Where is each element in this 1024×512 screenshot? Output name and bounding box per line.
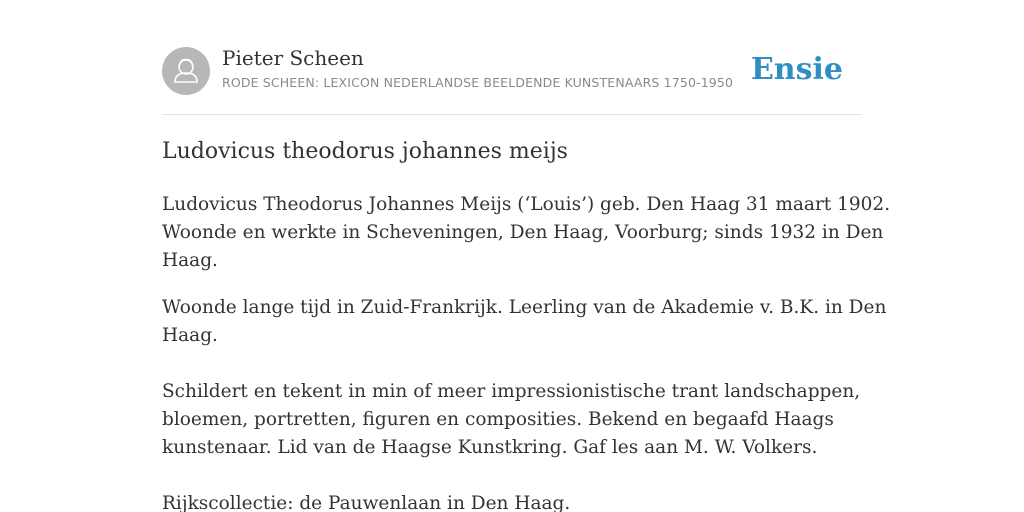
paragraph-work (162, 378, 862, 462)
paragraph-collection (162, 490, 862, 512)
paragraph-line: kunstenaar. Lid van de Haagse Kunstkring. Gaf les aan M. W. Volkers. (162, 437, 818, 458)
user-icon (162, 47, 210, 95)
author-name[interactable]: Pieter Scheen (222, 46, 364, 70)
paragraph-line: Rijkscollectie: de Pauwenlaan in Den Haag. (162, 493, 571, 512)
paragraph-line: Haag. (162, 250, 218, 271)
paragraph-line: Haag. (162, 325, 218, 346)
ensie-logo[interactable]: Ensie (750, 52, 843, 87)
article-title: Ludovicus theodorus johannes meijs (162, 139, 568, 164)
source-label[interactable]: RODE SCHEEN: LEXICON NEDERLANDSE BEELDENDE KUNSTENAARS 1750-1950 (222, 75, 734, 90)
paragraph-education (162, 294, 887, 350)
author-header (162, 46, 862, 115)
paragraph-line: Ludovicus Theodorus Johannes Meijs (‘Louis’) geb. Den Haag 31 maart 1902. (162, 194, 891, 215)
paragraph-line: Woonde en werkte in Scheveningen, Den Haag, Voorburg; sinds 1932 in Den (162, 222, 884, 243)
paragraph-birth (162, 191, 891, 275)
paragraph-line: Woonde lange tijd in Zuid-Frankrijk. Leerling van de Akademie v. B.K. in Den (162, 297, 887, 318)
paragraph-line: Schildert en tekent in min of meer impressionistische trant landschappen, (162, 381, 861, 402)
paragraph-line: bloemen, portretten, figuren en composities. Bekend en begaafd Haags (162, 409, 834, 430)
article (162, 136, 891, 512)
avatar[interactable] (162, 47, 210, 95)
